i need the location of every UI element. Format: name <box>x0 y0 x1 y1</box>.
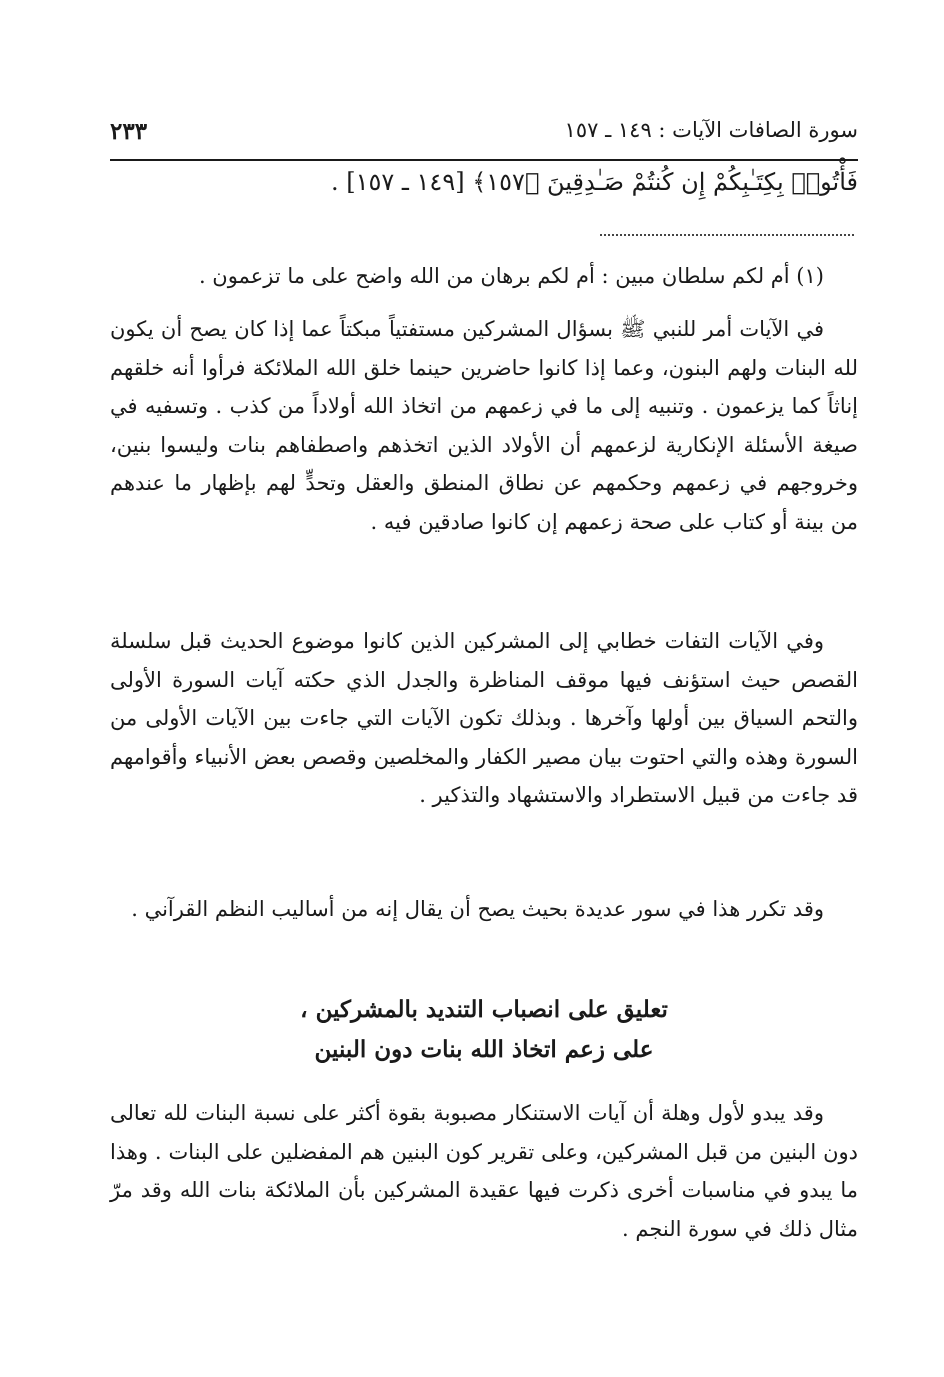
page-number: ٢٣٣ <box>110 118 148 145</box>
footnote: (١) أم لكم سلطان مبين : أم لكم برهان من الله واضح على ما تزعمون . <box>198 264 824 288</box>
quran-verse: فَأْتُوا۟ بِكِتَـٰبِكُمْ إِن كُنتُمْ صَـٰدِقِينَ ﴿١٥٧﴾ [١٤٩ ـ ١٥٧] . <box>330 168 858 196</box>
running-title: سورة الصافات الآيات : ١٤٩ ـ ١٥٧ <box>564 118 858 142</box>
page-header <box>110 118 858 158</box>
header-rule <box>110 159 858 161</box>
footnote-separator <box>600 234 854 236</box>
section-heading-line-1: تعليق على انصباب التنديد بالمشركين ، <box>300 996 668 1023</box>
paragraph-4: وقد يبدو لأول وهلة أن آيات الاستنكار مصبوبة بقوة أكثر على نسبة البنات لله تعالى دون البنين من قبل المشركين، وعلى تقرير كون البنين هم المفضلين على البنات . وهذا ما يبدو في مناسبات أخرى ذكرت فيها عقيدة المشركين بأن الملائكة بنات الله وقد مرّ مثال ذلك في سورة النجم . <box>110 1101 858 1241</box>
paragraph-3: وقد تكرر هذا في سور عديدة بحيث يصح أن يقال إنه من أساليب النظم القرآني . <box>131 897 824 921</box>
section-heading <box>110 990 858 1070</box>
section-heading-line-2: على زعم اتخاذ الله بنات دون البنين <box>314 1036 654 1063</box>
paragraph-2: وفي الآيات التفات خطابي إلى المشركين الذين كانوا موضوع الحديث قبل سلسلة القصص حيث استؤنف فيها موقف المناظرة والجدل الذي حكته آيات السورة الأولى والتحم السياق بين أولها وآخرها . وبذلك تكون الآيات التي جاءت بين الآيات الأولى من السورة وهذه والتي احتوت بيان مصير الكفار والمخلصين وقصص بعض الأنبياء وأقوامهم قد جاءت من قبيل الاستطراد والاستشهاد والتذكير . <box>110 629 858 807</box>
paragraph-1: في الآيات أمر للنبي ﷺ بسؤال المشركين مستفتياً مبكتاً عما إذا كان يصح أن يكون لله البنات ولهم البنون، وعما إذا كانوا حاضرين حينما خلق الله الملائكة فرأوا أنه خلقهم إناثاً كما يزعمون . وتنبيه إلى ما في زعمهم من اتخاذ الله أولاداً من كذب . وتسفيه في صيغة الأسئلة الإنكارية لزعمهم أن الأولاد الذين اتخذهم واصطفاهم بنات وليسوا بنين، وخروجهم في زعمهم وحكمهم عن نطاق المنطق والعقل وتحدٍّ لهم بإظهار ما عندهم من بينة أو كتاب على صحة زعمهم إن كانوا صادقين فيه . <box>110 317 858 534</box>
